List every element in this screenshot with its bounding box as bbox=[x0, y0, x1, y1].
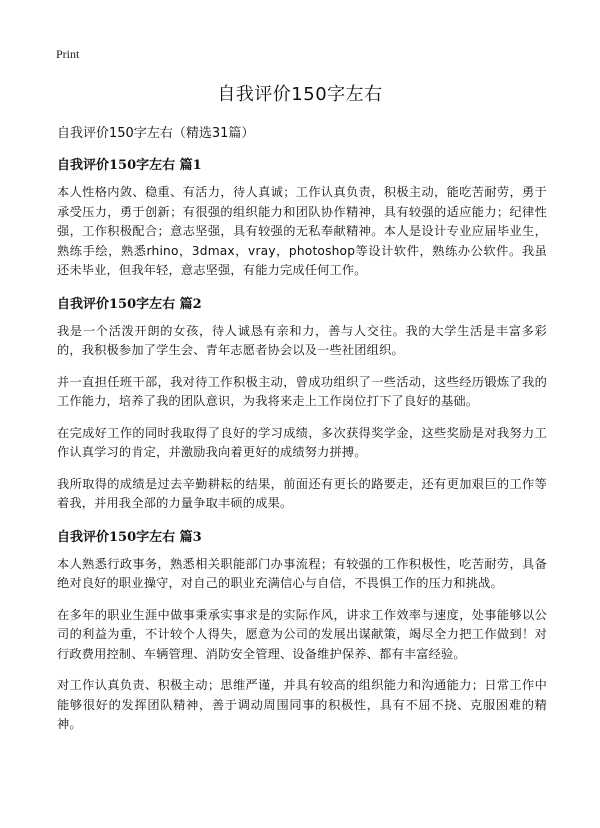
section-heading: 自我评价150字左右 篇2 bbox=[57, 296, 202, 312]
section-heading: 自我评价150字左右 篇1 bbox=[57, 158, 202, 173]
page-subtitle: 自我评价150字左右（精选31篇） bbox=[57, 126, 255, 141]
section-3 bbox=[57, 526, 547, 735]
paragraph: 并一直担任班干部，我对待工作积极主动，曾成功组织了一些活动，这些经历锻炼了我的工作能力，培养了我的团队意识，为我将来走上工作岗位打下了良好的基础。 bbox=[57, 374, 547, 408]
paragraph: 在多年的职业生涯中做事秉承实事求是的实际作风，讲求工作效率与速度，处事能够以公司的利益为重，不计较个人得失，愿意为公司的发展出谋献策，竭尽全力把工作做到！对行政费用控制、车辆管理、消防安全管理、设备维护保养、都有丰富经验。 bbox=[57, 607, 547, 661]
paragraph: 本人性格内敛、稳重、有活力，待人真诚；工作认真负责，积极主动，能吃苦耐劳，勇于承受压力，勇于创新；有很强的组织能力和团队协作精神，具有较强的适应能力；纪律性强，工作积极配合；意志坚强，具有较强的无私奉献精神。本人是设计专业应届毕业生，熟练手绘，熟悉rhino，3dmax，vray，photoshop等设计软件，熟练办公软件。我虽还未毕业，但我年轻，意志坚强，有能力完成任何工作。 bbox=[57, 185, 547, 277]
section-1 bbox=[57, 154, 547, 281]
document-content bbox=[57, 148, 547, 747]
paragraph: 在完成好工作的同时我取得了良好的学习成绩，多次获得奖学金，这些奖励是对我努力工作认真学习的肯定，并激励我向着更好的成绩努力拼搏。 bbox=[57, 425, 547, 459]
section-2 bbox=[57, 293, 547, 514]
paragraph: 我是一个活泼开朗的女孩，待人诚恳有亲和力，善与人交往。我的大学生活是丰富多彩的，我积极参加了学生会、青年志愿者协会以及一些社团组织。 bbox=[57, 323, 547, 357]
print-label[interactable]: Print bbox=[56, 47, 80, 61]
page-title: 自我评价150字左右 bbox=[217, 84, 383, 105]
section-heading: 自我评价150字左右 篇3 bbox=[57, 529, 202, 545]
paragraph: 本人熟悉行政事务，熟悉相关职能部门办事流程；有较强的工作积极性，吃苦耐劳，具备绝对良好的职业操守，对自己的职业充满信心与自信，不畏惧工作的压力和挑战。 bbox=[57, 556, 547, 590]
paragraph: 我所取得的成绩是过去辛勤耕耘的结果，前面还有更长的路要走，还有更加艰巨的工作等着我，并用我全部的力量争取丰硕的成果。 bbox=[57, 476, 547, 510]
paragraph: 对工作认真负责、积极主动；思维严谨，并具有较高的组织能力和沟通能力；日常工作中能够很好的发挥团队精神，善于调动周围同事的积极性，具有不屈不挠、克服困难的精神。 bbox=[57, 678, 547, 731]
